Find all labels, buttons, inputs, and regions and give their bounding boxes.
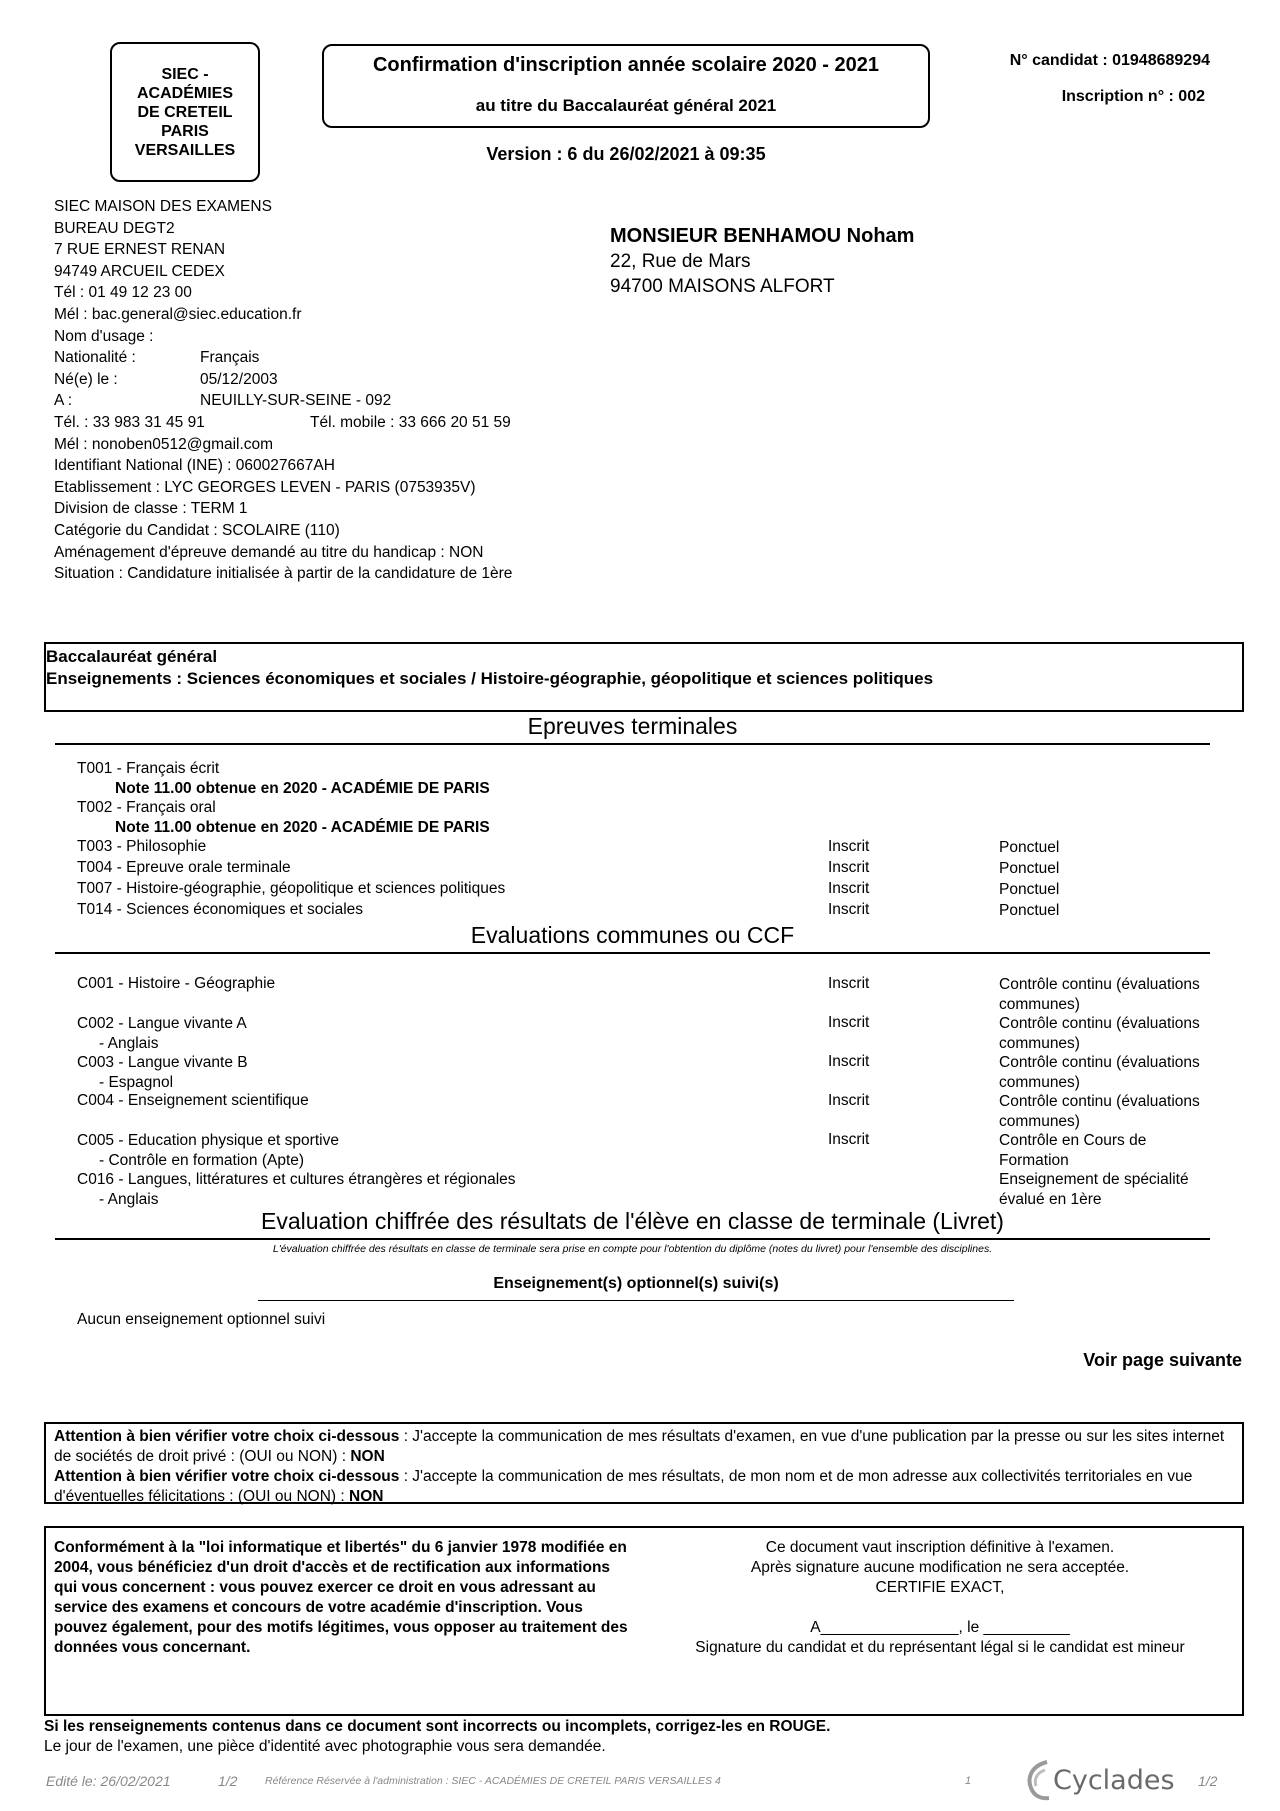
ccf-label: C001 - Histoire - Géographie [77, 975, 276, 992]
exam-mode: Ponctuel [999, 860, 1060, 877]
birthdate-row [54, 369, 512, 391]
birthplace-label: A : [54, 392, 73, 410]
optional-divider [258, 1300, 1014, 1301]
school: Etablissement : LYC GEORGES LEVEN - PARIS (0753935V) [54, 478, 476, 496]
document-title: Confirmation d'inscription année scolaire 2020 - 2021 [372, 54, 880, 76]
registration-number: Inscription n° : 002 [1061, 88, 1205, 105]
ccf-mode-line: communes) [999, 1113, 1080, 1130]
optional-courses-title: Enseignement(s) optionnel(s) suivi(s) [493, 1275, 779, 1292]
ccf-status: Inscrit [828, 1131, 870, 1148]
candidate-number: N° candidat : 01948689294 [1009, 52, 1210, 69]
ccf-label: C004 - Enseignement scientifique [77, 1092, 309, 1109]
office-line: SIEC MAISON DES EXAMENS [54, 198, 272, 215]
mobile-phone: Tél. mobile : 33 666 20 51 59 [310, 413, 511, 431]
nationality-value: Français [200, 349, 260, 367]
handicap-accommodation: Aménagement d'épreuve demandé au titre du handicap : NON [54, 543, 484, 561]
office-line: Tél : 01 49 12 23 00 [54, 284, 192, 302]
exam-status: Inscrit [828, 880, 870, 897]
siec-line: VERSAILLES [134, 141, 236, 159]
exam-row-t001: T001 - Français écrit [77, 760, 220, 777]
ccf-mode [999, 1131, 1239, 1171]
ccf-mode [999, 1053, 1239, 1093]
consent-answer: NON [350, 1448, 385, 1465]
exam-mode: Ponctuel [999, 881, 1060, 898]
exam-note-t002: Note 11.00 obtenue en 2020 - ACADÉMIE DE PARIS [115, 819, 490, 836]
document-title-box [322, 44, 930, 128]
next-page-label: Voir page suivante [1083, 1350, 1242, 1370]
ccf-status: Inscrit [828, 1014, 870, 1031]
ccf-status: Inscrit [828, 975, 870, 992]
exam-status: Inscrit [828, 838, 870, 855]
consent-text: : J'accepte la communication de mes résultats d'examen, en vue d'une publication par la presse ou sur les sites internet de sociétés de droit privé : (OUI ou NON) : [54, 1428, 1225, 1465]
phones-row [54, 412, 512, 434]
reference-index: 1 [965, 1775, 972, 1787]
ccf-mode-line: Contrôle continu (évaluations [999, 1054, 1200, 1071]
admin-reference: Référence Réservée à l'administration : SIEC - ACADÉMIES DE CRETEIL PARIS VERSAILLES 4 [265, 1775, 721, 1787]
exam-label: T014 - Sciences économiques et sociales [77, 901, 364, 918]
common-evaluations-title: Evaluations communes ou CCF [55, 922, 1210, 954]
office-line: Mél : bac.general@siec.education.fr [54, 305, 302, 323]
consent-warning: Attention à bien vérifier votre choix ci-dessous [54, 1468, 400, 1485]
exam-note-t001: Note 11.00 obtenue en 2020 - ACADÉMIE DE PARIS [115, 780, 490, 797]
nationality-row [54, 347, 512, 369]
consent-warning: Attention à bien vérifier votre choix ci-dessous [54, 1428, 400, 1445]
office-and-candidate-info [54, 196, 512, 585]
exam-row-t002: T002 - Français oral [77, 799, 216, 816]
ccf-mode [999, 975, 1239, 1015]
certification-line: Ce document vaut inscription définitive à l'examen. [765, 1539, 1115, 1556]
usage-name: Nom d'usage : [54, 327, 154, 345]
candidate-address-line1: 22, Rue de Mars [610, 251, 751, 272]
consent-answer: NON [349, 1488, 384, 1505]
exam-label: T004 - Epreuve orale terminale [77, 859, 291, 876]
ccf-sub-label: - Anglais [99, 1191, 159, 1208]
consent-box [44, 1422, 1244, 1504]
birthplace-value: NEUILLY-SUR-SEINE - 092 [200, 392, 392, 410]
ccf-label-line: C005 - Education physique et sportive [77, 1132, 339, 1149]
ccf-label [77, 1131, 339, 1171]
class-division: Division de classe : TERM 1 [54, 500, 248, 518]
ccf-status: Inscrit [828, 1092, 870, 1109]
exam-status: Inscrit [828, 859, 870, 876]
ccf-mode-line: évalué en 1ère [999, 1191, 1102, 1208]
bac-specialities: Enseignements : Sciences économiques et sociales / Histoire-géographie, géopolitique et sciences politiques [46, 669, 934, 688]
candidate-category: Catégorie du Candidat : SCOLAIRE (110) [54, 521, 340, 539]
document-subtitle: au titre du Baccalauréat général 2021 [475, 96, 777, 115]
siec-line: SIEC - [161, 65, 209, 83]
ine: Identifiant National (INE) : 060027667AH [54, 457, 335, 475]
siec-line: DE CRETEIL [137, 103, 233, 121]
ccf-status: Inscrit [828, 1053, 870, 1070]
exam-mode: Ponctuel [999, 902, 1060, 919]
ccf-label [77, 1170, 516, 1210]
siec-line: ACADÉMIES [136, 84, 233, 102]
edited-date: Edité le: 26/02/2021 [46, 1773, 171, 1789]
ccf-mode-line: Enseignement de spécialité [999, 1171, 1189, 1188]
ccf-mode [999, 1092, 1239, 1132]
office-line: BUREAU DEGT2 [54, 219, 175, 237]
consent-authorities [54, 1467, 1234, 1507]
ccf-label-line: C003 - Langue vivante B [77, 1054, 248, 1071]
ccf-mode-line: communes) [999, 996, 1080, 1013]
ccf-mode [999, 1170, 1239, 1210]
baccalaureat-box [44, 642, 1244, 712]
email: Mél : nonoben0512@gmail.com [54, 435, 274, 453]
birthdate-value: 05/12/2003 [200, 370, 278, 388]
consent-press [54, 1427, 1234, 1467]
exam-mode: Ponctuel [999, 839, 1060, 856]
page-number: 1/2 [218, 1773, 238, 1789]
certification-line: Après signature aucune modification ne sera acceptée. [750, 1559, 1130, 1576]
ccf-mode-line: Contrôle continu (évaluations [999, 1015, 1200, 1032]
cyclades-logo [1025, 1758, 1175, 1802]
id-document-note: Le jour de l'examen, une pièce d'identité avec photographie vous sera demandée. [44, 1738, 606, 1755]
version-label: Version : 6 du 26/02/2021 à 09:35 [486, 144, 766, 164]
cyclades-swirl-icon [1025, 1758, 1051, 1802]
ccf-mode-line: Contrôle continu (évaluations [999, 1093, 1200, 1110]
ccf-label [77, 1014, 247, 1054]
ccf-label-line: C016 - Langues, littératures et cultures étrangères et régionales [77, 1171, 516, 1188]
ccf-mode-line: communes) [999, 1035, 1080, 1052]
terminal-exams-title: Epreuves terminales [55, 713, 1210, 745]
certification-line: CERTIFIE EXACT, [875, 1579, 1005, 1596]
exam-label: T003 - Philosophie [77, 838, 207, 855]
optional-none: Aucun enseignement optionnel suivi [77, 1311, 326, 1328]
ccf-mode-line: Formation [999, 1152, 1069, 1169]
ccf-mode [999, 1014, 1239, 1054]
nationality-label: Nationalité : [54, 349, 136, 367]
privacy-law-text: Conformément à la "loi informatique et libertés" du 6 janvier 1978 modifiée en 2004, vous bénéficiez d'un droit d'accès et de rectification aux informations qui vous concernent : vous pouvez exercer ce droit en vous adressant au service des examens et concours de votre académie d'inscription. Vous pouvez également, pour des motifs légitimes, vous opposer au traitement des données vous concernant. [54, 1539, 628, 1656]
situation: Situation : Candidature initialisée à partir de la candidature de 1ère [54, 565, 513, 583]
certification-block [650, 1538, 1230, 1658]
candidate-name: MONSIEUR BENHAMOU Noham [610, 225, 915, 247]
office-line: 94749 ARCUEIL CEDEX [54, 262, 225, 280]
ccf-label [77, 1053, 248, 1093]
ccf-mode-line: communes) [999, 1074, 1080, 1091]
ccf-mode-line: Contrôle continu (évaluations [999, 976, 1200, 993]
candidate-address-line2: 94700 MAISONS ALFORT [610, 276, 835, 297]
signature-caption: Signature du candidat et du représentant légal si le candidat est mineur [695, 1639, 1185, 1656]
ccf-mode-line: Contrôle en Cours de [999, 1132, 1147, 1149]
livret-note: L'évaluation chiffrée des résultats en classe de terminale sera prise en compte pour l'obtention du diplôme (notes du livret) pour l'ensemble des disciplines. [272, 1243, 993, 1255]
ccf-sub-label: - Anglais [99, 1035, 159, 1052]
cyclades-wordmark: Cyclades [1053, 1764, 1175, 1796]
livret-title: Evaluation chiffrée des résultats de l'élève en classe de terminale (Livret) [55, 1208, 1210, 1240]
office-line: 7 RUE ERNEST RENAN [54, 241, 226, 259]
page-number-right: 1/2 [1198, 1773, 1218, 1789]
siec-logo-box [110, 42, 260, 182]
siec-line: PARIS [161, 122, 209, 140]
consent-text: : J'accepte la communication de mes résultats, de mon nom et de mon adresse aux collectivités territoriales en vue d'éventuelles félicitations : (OUI ou NON) : [54, 1468, 1193, 1505]
phone: Tél. : 33 983 31 45 91 [54, 413, 205, 431]
ccf-label-line: C002 - Langue vivante A [77, 1015, 247, 1032]
birthplace-row [54, 390, 512, 412]
birthdate-label: Né(e) le : [54, 370, 118, 388]
signature-place-date: A________________, le __________ [810, 1619, 1070, 1636]
bac-type: Baccalauréat général [46, 647, 218, 666]
exam-label: T007 - Histoire-géographie, géopolitique et sciences politiques [77, 880, 506, 897]
ccf-sub-label: - Contrôle en formation (Apte) [99, 1152, 305, 1169]
ccf-sub-label: - Espagnol [99, 1074, 174, 1091]
correction-warning: Si les renseignements contenus dans ce document sont incorrects ou incomplets, corrigez-les en ROUGE. [44, 1718, 831, 1735]
exam-status: Inscrit [828, 901, 870, 918]
